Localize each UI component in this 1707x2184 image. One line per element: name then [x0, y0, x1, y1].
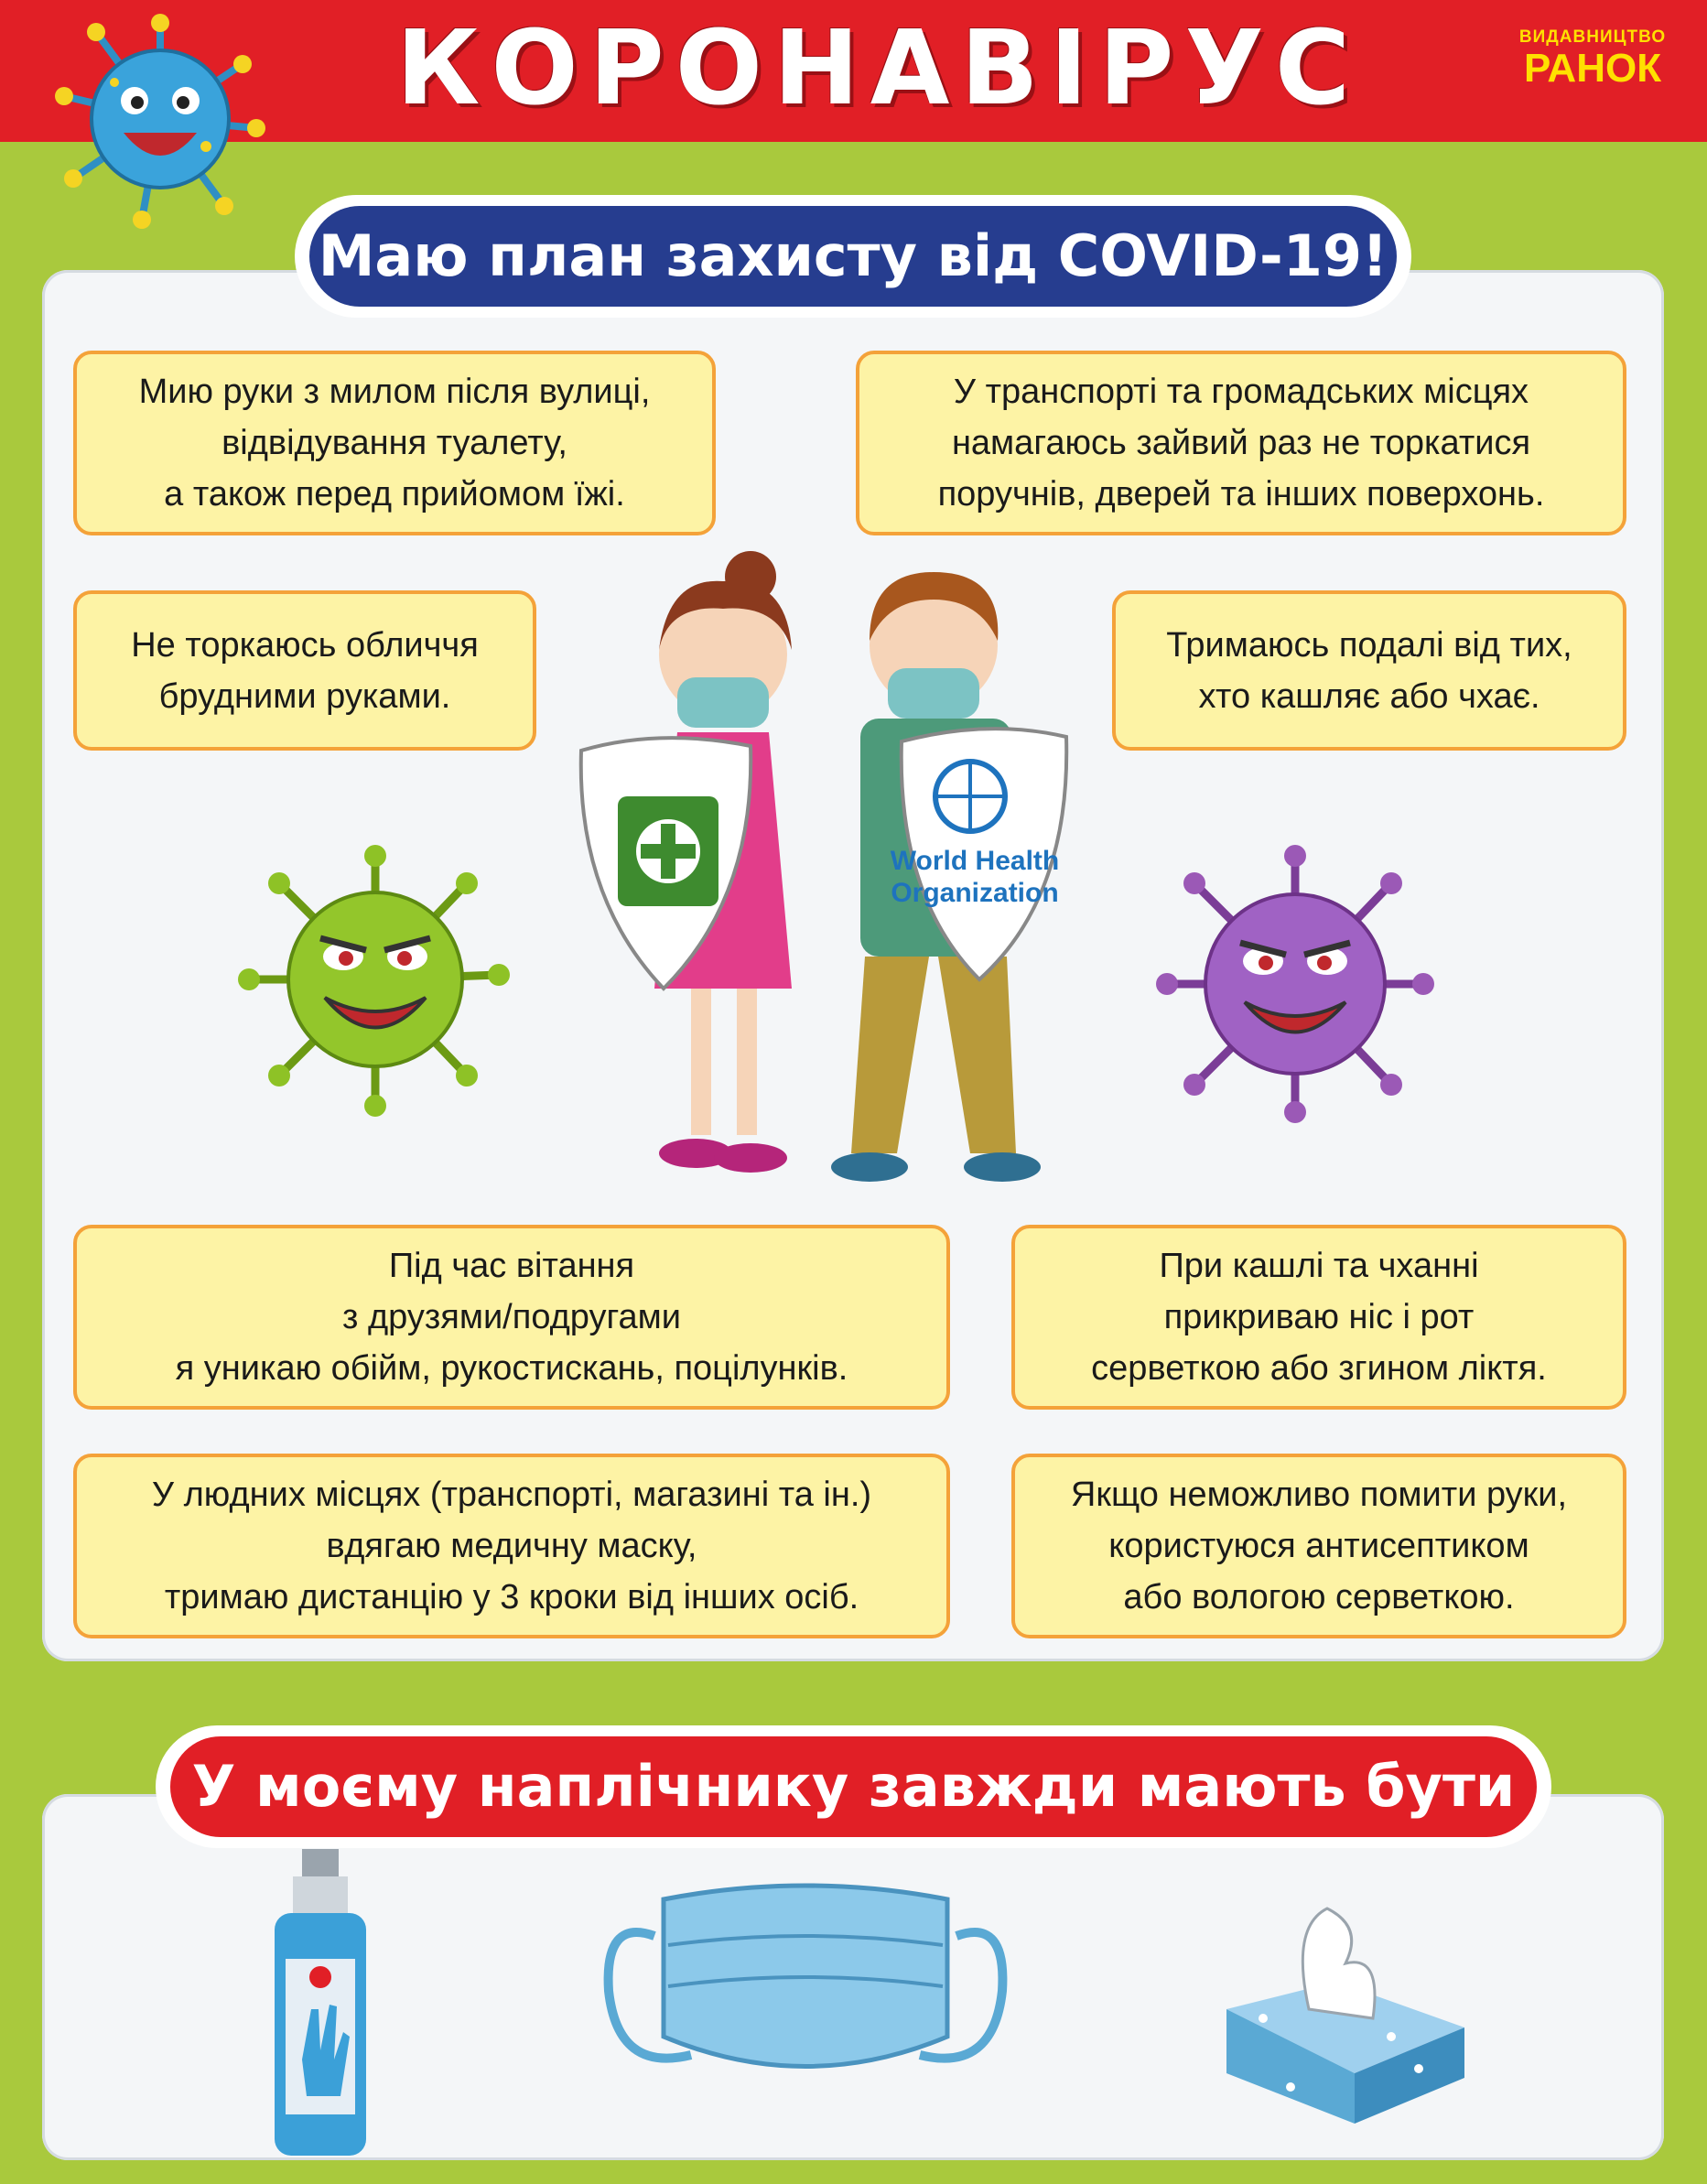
wet-wipes-icon [1208, 1890, 1474, 2128]
who-text-line2: Organization [891, 878, 1059, 908]
sanitizer-spray-icon [265, 1849, 375, 2160]
publisher-name: РАНОК [1523, 46, 1662, 91]
tip-card: Не торкаюсь обличчя брудними руками. [73, 590, 536, 751]
medical-mask-icon [600, 1863, 1011, 2101]
backpack-banner [156, 1725, 1551, 1848]
kids-with-shields-illustration [567, 549, 1080, 1208]
plan-banner [295, 195, 1411, 318]
tip-card: Тримаюсь подалі від тих, хто кашляє або чхає. [1112, 590, 1626, 751]
tip-card: Мию руки з милом після вулиці, відвідування туалету, а також перед прийомом їжі. [73, 351, 716, 535]
backpack-banner-text: У моєму наплічнику завжди мають бути [170, 1736, 1537, 1837]
purple-virus-icon [1153, 842, 1437, 1126]
green-virus-icon [238, 842, 513, 1117]
virus-mascot-icon [50, 9, 270, 229]
page-title: КОРОНАВІРУС [395, 9, 1362, 128]
publisher-small-label: ВИДАВНИЦТВО [1518, 27, 1667, 47]
tip-card: При кашлі та чханні прикриваю ніс і рот серветкою або згином ліктя. [1011, 1225, 1626, 1410]
tip-card: Під час вітання з друзями/подругами я уникаю обійм, рукостискань, поцілунків. [73, 1225, 950, 1410]
plan-banner-text: Маю план захисту від COVID-19! [309, 206, 1397, 307]
tip-card: У людних місцях (транспорті, магазині та ін.) вдягаю медичну маску, тримаю дистанцію у 3 кроки від інших осіб. [73, 1454, 950, 1638]
publisher-logo [1501, 27, 1684, 90]
tip-card: У транспорті та громадських місцях намагаюсь зайвий раз не торкатися поручнів, дверей та інших поверхонь. [856, 351, 1626, 535]
who-text-line1: World Health [890, 846, 1060, 876]
tip-card: Якщо неможливо помити руки, користуюся антисептиком або вологою серветкою. [1011, 1454, 1626, 1638]
